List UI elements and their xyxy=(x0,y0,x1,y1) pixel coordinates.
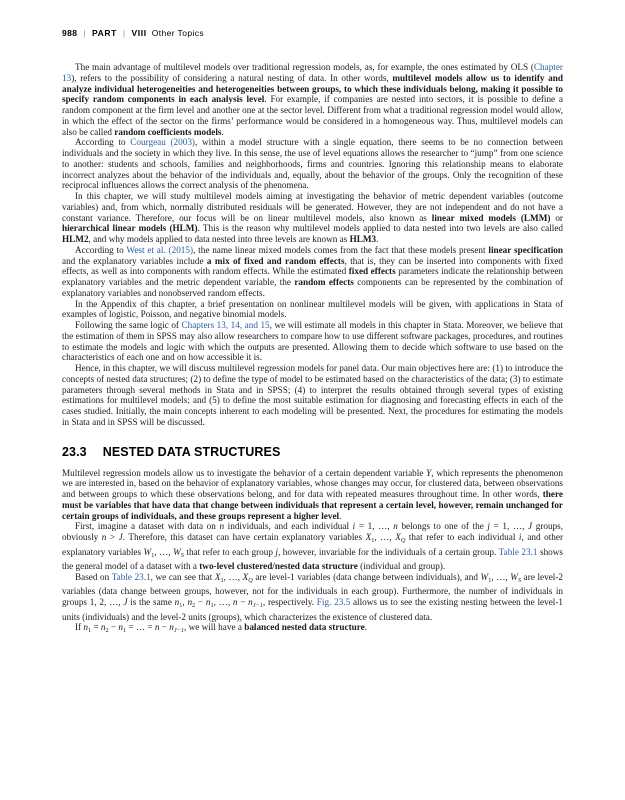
text-run: 1 xyxy=(488,576,492,584)
text-run: First, imagine a dataset with data on xyxy=(75,521,220,532)
text-run: Hence, in this chapter, we will discuss multilevel regression models for panel data. Our main objectives here are: (1) to introduce the concepts of nested data structures; (2) to define the type of model to be estimated based on the characteristics of the data; (3) to estimate parameters through several methods in Stata and in SPSS; (4) to interpret the results obtained through several types of existing estimations for multilevel models; and (5) to define the most suitable estimation for diagnosing and forecasting effects in each of the cases studied. Initially, the main concepts inherent to each modeling will be presented. Next, the procedures for estimating the models in Stata and in SPSS will be discussed. xyxy=(62,363,563,427)
text-run: Q xyxy=(400,536,406,544)
text-run: j xyxy=(487,521,490,532)
part-label: PART xyxy=(92,28,117,38)
text-run: , and why models applied to data nested into three levels are known as xyxy=(88,234,350,244)
text-run: hierarchical linear models (HLM) xyxy=(62,223,198,234)
text-run: If xyxy=(75,622,84,633)
text-run: − xyxy=(108,622,119,633)
text-run: allows us to see the existing nesting between the level-1 units (individuals) and the level-2 units (groups), which characterizes the existence of clustered data. xyxy=(62,597,563,622)
paragraph xyxy=(62,363,563,428)
text-run: . Therefore, this dataset can have certain explanatory variables xyxy=(122,532,366,542)
text-run: = 1, …, xyxy=(489,521,528,532)
text-run: balanced nested data structure xyxy=(244,622,365,633)
text-run: two-level clustered/nested data structure xyxy=(199,561,358,571)
text-run: J−1 xyxy=(173,627,184,634)
paragraph xyxy=(62,299,563,321)
text-run: , we can see that xyxy=(150,571,215,582)
text-run: , which represents the phenomenon we are interested in, based on the behavior of explanatory variables, whose changes may occur, for clustered data, between observations and between groups to which these observations belong, and for data with repeated measures throughout time. In other words, xyxy=(62,467,563,499)
text-run: Y xyxy=(426,467,432,478)
paragraph xyxy=(62,137,563,191)
text-run: Q xyxy=(248,576,253,584)
text-run: 1 xyxy=(88,627,92,634)
citation-link[interactable]: Table 23.1 xyxy=(111,571,151,582)
text-run: , …, xyxy=(213,597,233,607)
text-run: J−1 xyxy=(252,601,263,609)
text-run: , and other explanatory variables xyxy=(62,532,563,557)
text-run: − xyxy=(237,597,249,607)
text-run: J xyxy=(118,532,123,542)
text-run: HLM3 xyxy=(349,234,377,244)
text-run: that refer to each group xyxy=(183,546,276,557)
text-run: HLM2 xyxy=(62,234,89,244)
text-run: . xyxy=(376,234,379,244)
section-heading xyxy=(62,445,563,459)
text-run: n xyxy=(248,597,253,607)
text-run: that refer to each individual xyxy=(405,532,519,542)
text-run: − xyxy=(195,597,206,607)
text-run: . xyxy=(364,622,368,633)
text-run: = … = xyxy=(126,622,155,633)
text-run: groups, obviously xyxy=(62,521,564,542)
text-run: , however, invariable for the individuals of a certain group. xyxy=(277,546,499,557)
text-run: , the name linear mixed models comes from the fact that these models present xyxy=(193,244,489,255)
paragraph xyxy=(62,62,563,137)
text-run: 2 xyxy=(192,601,196,609)
text-run: , …, xyxy=(154,546,174,557)
text-run: there must be variables that have data that change between individuals that represent a certain level, however, remain unchanged for certain groups of individuals, and these groups represent a higher level xyxy=(62,489,563,521)
text-run: X xyxy=(214,571,221,582)
text-run: linear mixed models (LMM) xyxy=(431,212,551,223)
text-run: , …, xyxy=(223,571,243,582)
paragraph xyxy=(62,320,563,363)
intro-paragraphs xyxy=(62,62,563,428)
paragraph xyxy=(62,191,563,245)
text-run: > xyxy=(106,532,119,542)
text-run: n xyxy=(219,521,225,532)
text-run: , we will estimate all models in this chapter in Stata. Moreover, we believe that the estimation of them in SPSS may also allow researchers to compare how to use different software packages, procedures, and routines to estimate the models and logic with which the outputs are presented. Allowing them to decide which software to use based on the characteristics of each one and on how accessible it is. xyxy=(62,320,563,363)
running-head xyxy=(62,28,563,38)
text-run: are level-1 variables (data change between individuals), and xyxy=(252,571,481,582)
paragraph xyxy=(62,572,563,623)
text-run: n xyxy=(101,532,107,542)
text-run: n xyxy=(205,597,211,607)
text-run: are level-2 variables (data change between groups, however, not for the individuals in each group). Furthermore, the number of individuals in groups 1, 2, …, xyxy=(62,571,564,607)
text-run: linear specification xyxy=(488,244,563,255)
text-run: , within a model structure with a single equation, there seems to be no connection between individuals and the society in which they live. In this sense, the use of level equations allows the researcher to “jump” from one science to another: students and schools, families and neighborhoods, firms and countries. Ignoring this relationship means to elaborate incorrect analyzes about the behavior of the individuals and, equally, about the behavior of the groups. Only the recognition of these reciprocal influences allows the correct analysis of the phenomena. xyxy=(62,137,563,191)
section-title: NESTED DATA STRUCTURES xyxy=(102,444,281,459)
text-run: X xyxy=(365,532,372,542)
citation-link[interactable]: Courgeau (2003) xyxy=(130,137,195,148)
text-run: fixed effects xyxy=(348,266,396,277)
text-run: Multilevel regression models allow us to investigate the behavior of a certain dependent variable xyxy=(62,467,427,478)
paragraph xyxy=(62,622,563,637)
text-run: W xyxy=(143,546,152,557)
text-run: i xyxy=(518,532,522,542)
text-run: W xyxy=(480,571,489,582)
text-run: random effects xyxy=(294,277,354,287)
text-run: Following the same logic of xyxy=(75,320,182,330)
text-run: According to xyxy=(75,244,127,255)
text-run: , we will have a xyxy=(183,622,245,633)
text-run: = 1, …, xyxy=(355,521,394,532)
text-run: 1 xyxy=(123,627,127,634)
text-run: ), refers to the possibility of considering a natural nesting of data. In other words, xyxy=(71,72,393,83)
text-run: shows the general model of a dataset with a xyxy=(62,546,563,571)
text-run: , …, xyxy=(491,571,511,582)
text-run: 1 xyxy=(151,551,155,559)
citation-link[interactable]: Chapter 13 xyxy=(62,62,563,83)
text-run: j xyxy=(275,546,278,557)
text-run: is the same xyxy=(127,597,175,607)
text-run: i xyxy=(352,521,356,532)
text-run: W xyxy=(173,546,181,557)
text-run: random coefficients models xyxy=(114,126,222,137)
text-run: n xyxy=(83,622,89,633)
text-run: X xyxy=(395,532,401,542)
text-run: In the Appendix of this chapter, a brief presentation on nonlinear multilevel models will be given, with applications in Stata of examples of logistic, Poisson, and negative binomial models. xyxy=(62,298,563,320)
part-title: Other Topics xyxy=(151,28,205,38)
text-run: X xyxy=(242,571,249,582)
text-run: individuals, and each individual xyxy=(224,521,353,532)
text-run: parameters indicate the relationship between explanatory variables and the metric dependent variable, the xyxy=(62,266,563,287)
text-run: n xyxy=(169,622,174,633)
text-run: 1 xyxy=(179,601,183,609)
text-run: = xyxy=(91,622,101,633)
citation-link[interactable]: West et al. (2015) xyxy=(126,244,194,255)
text-run: In this chapter, we will study multilevel models aiming at investigating the behavior of metric dependent variables (outcome variables) and, from which, normally distributed residuals will be generated. However, they are not independent and do not have a constant variance. Therefore, our focus will be on linear multilevel models, also known as xyxy=(62,191,563,223)
citation-link[interactable]: Fig. 23.5 xyxy=(316,597,351,607)
text-run: , respectively. xyxy=(262,597,317,607)
paragraph xyxy=(62,468,563,522)
text-run: According to xyxy=(75,137,131,148)
text-run: n xyxy=(393,521,398,532)
text-run: . For example, if companies are nested into sectors, it is possible to define a random component at the firm level and another one at the sector level. Different from what a traditional regression model would allow, in which the effect of the sector on the firms’ performance would be considered in a homogeneous way. Thus, multilevel models can also be called xyxy=(62,94,563,137)
paragraph xyxy=(62,521,563,572)
text-run: n xyxy=(154,622,160,633)
text-run: 2 xyxy=(105,627,109,634)
paragraph xyxy=(62,245,563,299)
text-run: n xyxy=(100,622,106,633)
text-run: n xyxy=(174,597,180,607)
text-run: J xyxy=(123,597,128,607)
text-run: . This is the reason why multilevel models applied to data nested into two levels are also called xyxy=(197,223,563,234)
text-run: . xyxy=(221,126,224,137)
page-number: 988 xyxy=(62,28,78,38)
text-run: , …, xyxy=(374,532,396,542)
text-run: − xyxy=(159,622,170,633)
text-run: 1 xyxy=(371,536,375,544)
citation-link[interactable]: Chapters 13, 14, and 15 xyxy=(181,320,270,330)
text-run: S xyxy=(180,551,184,559)
citation-link[interactable]: Table 23.1 xyxy=(498,546,538,557)
section-number: 23.3 xyxy=(62,444,87,459)
header-divider: | xyxy=(83,28,86,38)
text-run: n xyxy=(187,597,193,607)
text-run: (individual and group). xyxy=(357,561,446,571)
text-run: W xyxy=(510,571,518,582)
text-run: components can be represented by the combination of explanatory variables and nonobserved random effects. xyxy=(62,277,563,298)
header-divider: | xyxy=(122,28,126,38)
section-paragraphs xyxy=(62,468,563,637)
text-run: , that is, they can be inserted into components with fixed effects, as well as into components with random effects. While the estimated xyxy=(62,255,563,277)
text-run: n xyxy=(232,597,238,607)
text-run: multilevel models allow us to identify and analyze individual heterogeneities and heterogeneities between groups, to which these individuals belong, making it possible to specify random components in each analysis level xyxy=(62,72,563,105)
text-run: n xyxy=(118,622,124,633)
text-run: a mix of fixed and random effects xyxy=(206,255,345,266)
text-run: or xyxy=(550,212,563,223)
text-run: and the explanatory variables include xyxy=(62,255,207,266)
text-run: 1 xyxy=(210,601,214,609)
text-run: The main advantage of multilevel models over traditional regression models, as, for example, the ones estimated by OLS ( xyxy=(75,62,534,72)
text-run: Based on xyxy=(75,571,112,582)
text-run: , xyxy=(182,597,188,607)
part-number: VIII xyxy=(131,28,147,38)
text-run: . xyxy=(339,510,342,521)
text-run: S xyxy=(517,576,522,584)
text-run: belongs to one of the xyxy=(397,521,488,532)
text-run: 1 xyxy=(220,576,224,584)
text-run: J xyxy=(528,521,533,532)
